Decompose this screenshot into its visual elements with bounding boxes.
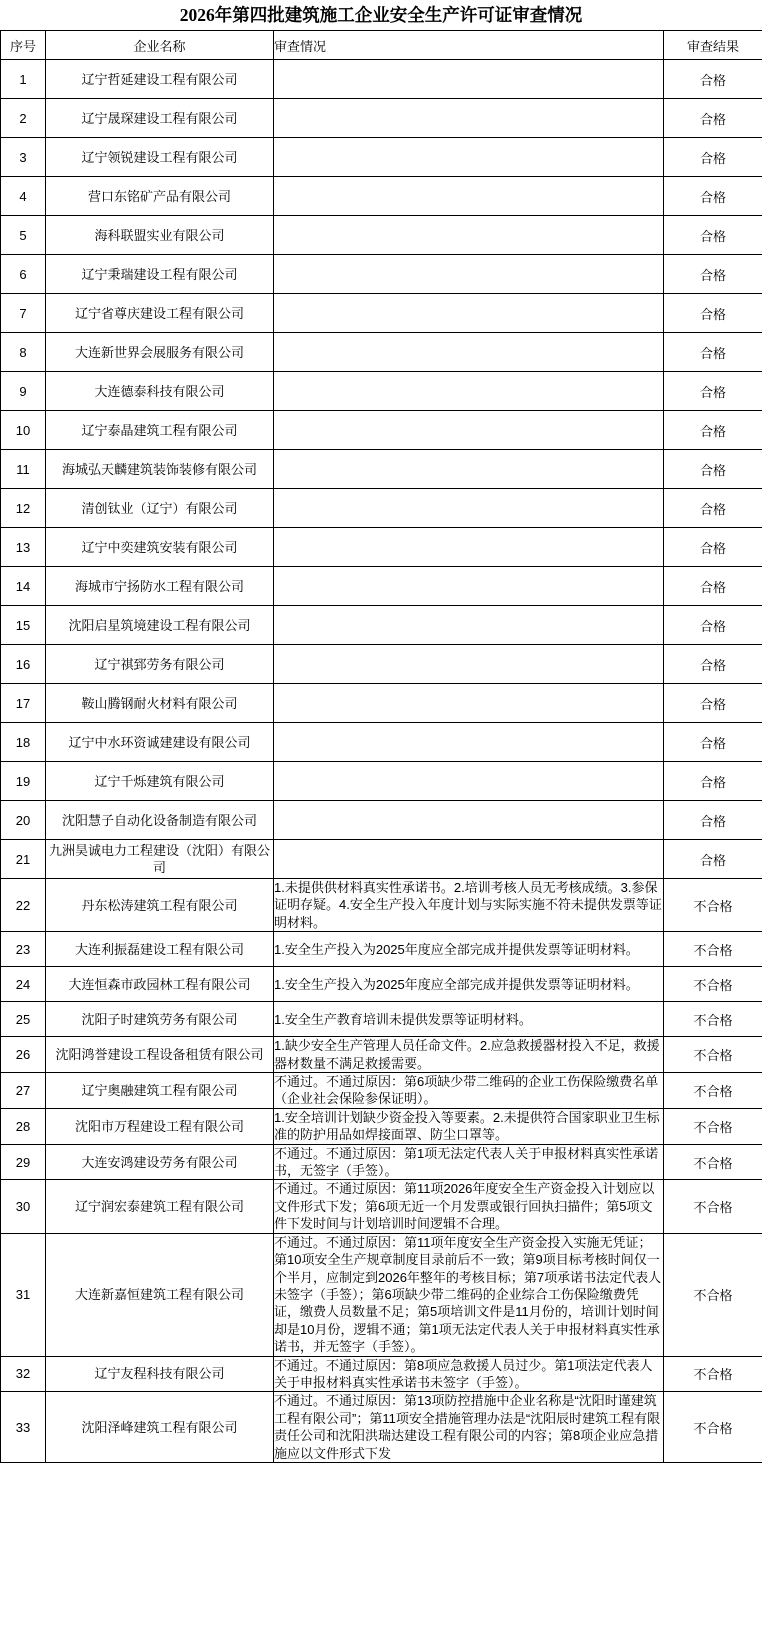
cell-no: 29 [1,1144,46,1180]
cell-review-result: 不合格 [664,1233,762,1356]
cell-review-condition [274,801,664,840]
cell-no: 10 [1,411,46,450]
cell-review-result: 合格 [664,723,762,762]
cell-no: 27 [1,1073,46,1109]
cell-review-condition [274,606,664,645]
table-row [1,255,762,294]
table-row [1,489,762,528]
cell-company-name: 辽宁奥融建筑工程有限公司 [46,1073,274,1109]
table-row [1,99,762,138]
cell-review-result: 不合格 [664,1037,762,1073]
cell-review-condition: 1.安全生产投入为2025年度应全部完成并提供发票等证明材料。 [274,967,664,1002]
table-row [1,567,762,606]
table-row [1,1180,762,1233]
cell-review-condition: 不通过。不通过原因：第13项防控措施中企业名称是“沈阳时谨建筑工程有限公司”；第11项安全措施管理办法是“沈阳辰时建筑工程有限责任公司和沈阳洪瑞达建设工程有限公司的内容；第8项企业应急措施应以文件形式下发 [274,1392,664,1463]
cell-review-result: 合格 [664,606,762,645]
cell-review-condition: 不通过。不通过原因：第8项应急救援人员过少。第1项法定代表人关于申报材料真实性承诺书未签字（手签）。 [274,1356,664,1392]
cell-review-result: 合格 [664,138,762,177]
cell-company-name: 沈阳子时建筑劳务有限公司 [46,1002,274,1037]
cell-review-result: 合格 [664,372,762,411]
table-row [1,840,762,879]
table-header-row [1,31,762,60]
cell-review-condition [274,411,664,450]
cell-review-result: 不合格 [664,1392,762,1463]
cell-review-result: 不合格 [664,1180,762,1233]
cell-no: 7 [1,294,46,333]
review-results-table [0,30,762,1463]
cell-review-condition [274,684,664,723]
cell-no: 2 [1,99,46,138]
cell-review-condition: 1.缺少安全生产管理人员任命文件。2.应急救援器材投入不足，救援器材数量不满足救援需要。 [274,1037,664,1073]
cell-company-name: 沈阳市万程建设工程有限公司 [46,1108,274,1144]
cell-review-condition [274,372,664,411]
cell-company-name: 海科联盟实业有限公司 [46,216,274,255]
cell-review-condition: 不通过。不通过原因：第11项2026年度安全生产资金投入计划应以文件形式下发；第6项无近一个月发票或银行回执扫描件；第5项文件下发时间与计划培训时间逻辑不合理。 [274,1180,664,1233]
cell-review-result: 不合格 [664,967,762,1002]
cell-company-name: 沈阳泽峰建筑工程有限公司 [46,1392,274,1463]
cell-review-result: 不合格 [664,1356,762,1392]
cell-review-result: 合格 [664,762,762,801]
table-row [1,1108,762,1144]
table-row [1,723,762,762]
table-row [1,1233,762,1356]
table-row [1,450,762,489]
cell-company-name: 辽宁祺郅劳务有限公司 [46,645,274,684]
cell-company-name: 大连新世界会展服务有限公司 [46,333,274,372]
table-row [1,411,762,450]
cell-review-condition [274,489,664,528]
cell-no: 17 [1,684,46,723]
cell-review-condition [274,567,664,606]
cell-review-result: 不合格 [664,932,762,967]
cell-company-name: 辽宁秉瑞建设工程有限公司 [46,255,274,294]
cell-review-result: 合格 [664,216,762,255]
cell-no: 33 [1,1392,46,1463]
cell-company-name: 沈阳启星筑境建设工程有限公司 [46,606,274,645]
cell-no: 21 [1,840,46,879]
cell-company-name: 辽宁省尊庆建设工程有限公司 [46,294,274,333]
cell-company-name: 辽宁哲延建设工程有限公司 [46,60,274,99]
table-row [1,1392,762,1463]
cell-review-result: 合格 [664,99,762,138]
cell-review-condition [274,840,664,879]
cell-review-result: 合格 [664,645,762,684]
cell-review-condition [274,333,664,372]
cell-review-result: 合格 [664,489,762,528]
cell-review-result: 不合格 [664,1002,762,1037]
cell-review-result: 合格 [664,528,762,567]
cell-review-condition [274,60,664,99]
cell-no: 12 [1,489,46,528]
cell-review-condition [274,723,664,762]
cell-no: 26 [1,1037,46,1073]
cell-no: 11 [1,450,46,489]
cell-review-result: 合格 [664,333,762,372]
cell-review-result: 合格 [664,801,762,840]
cell-no: 16 [1,645,46,684]
cell-no: 15 [1,606,46,645]
cell-no: 9 [1,372,46,411]
cell-review-condition [274,645,664,684]
cell-company-name: 辽宁泰晶建筑工程有限公司 [46,411,274,450]
cell-no: 4 [1,177,46,216]
cell-company-name: 清创钛业（辽宁）有限公司 [46,489,274,528]
column-header-name: 企业名称 [46,31,274,60]
cell-no: 8 [1,333,46,372]
table-row [1,684,762,723]
cell-review-result: 合格 [664,255,762,294]
cell-review-condition [274,216,664,255]
cell-no: 18 [1,723,46,762]
table-row [1,645,762,684]
cell-company-name: 大连新嘉恒建筑工程有限公司 [46,1233,274,1356]
table-row [1,177,762,216]
cell-review-result: 不合格 [664,879,762,932]
cell-review-result: 不合格 [664,1108,762,1144]
cell-review-result: 合格 [664,684,762,723]
table-row [1,967,762,1002]
cell-company-name: 大连利振磊建设工程有限公司 [46,932,274,967]
cell-review-condition [274,138,664,177]
column-header-condition: 审查情况 [274,31,664,60]
cell-company-name: 辽宁领锐建设工程有限公司 [46,138,274,177]
cell-review-condition: 1.安全培训计划缺少资金投入等要素。2.未提供符合国家职业卫生标准的防护用品如焊接面罩、防尘口罩等。 [274,1108,664,1144]
cell-company-name: 海城市宁扬防水工程有限公司 [46,567,274,606]
table-row [1,932,762,967]
cell-review-condition [274,99,664,138]
page-title: 2026年第四批建筑施工企业安全生产许可证审查情况 [179,5,583,25]
cell-no: 13 [1,528,46,567]
table-row [1,60,762,99]
cell-no: 30 [1,1180,46,1233]
cell-review-condition: 不通过。不通过原因：第11项年度安全生产资金投入实施无凭证；第10项安全生产规章制度目录前后不一致；第9项目标考核时间仅一个半月，应制定到2026年整年的考核目标；第7项承诺书法定代表人未签字（手签）；第6项缺少带二维码的企业综合工伤保险缴费凭证，缴费人员数量不足；第5项培训文件是11月份的，培训计划时间却是10月份，逻辑不通；第1项无法定代表人关于申报材料真实性承诺书，并无签字（手签）。 [274,1233,664,1356]
cell-no: 22 [1,879,46,932]
cell-no: 19 [1,762,46,801]
cell-company-name: 大连恒森市政园林工程有限公司 [46,967,274,1002]
cell-company-name: 大连安鸿建设劳务有限公司 [46,1144,274,1180]
cell-review-condition [274,762,664,801]
table-row [1,879,762,932]
table-row [1,528,762,567]
cell-company-name: 辽宁千烁建筑有限公司 [46,762,274,801]
cell-review-result: 合格 [664,294,762,333]
cell-company-name: 沈阳慧子自动化设备制造有限公司 [46,801,274,840]
cell-company-name: 海城弘天麟建筑装饰装修有限公司 [46,450,274,489]
cell-company-name: 九洲昊诚电力工程建设（沈阳）有限公司 [46,840,274,879]
cell-review-condition: 1.安全生产教育培训未提供发票等证明材料。 [274,1002,664,1037]
cell-no: 31 [1,1233,46,1356]
table-row [1,1356,762,1392]
cell-review-result: 不合格 [664,1073,762,1109]
cell-company-name: 丹东松涛建筑工程有限公司 [46,879,274,932]
cell-review-condition [274,450,664,489]
cell-company-name: 沈阳鸿誉建设工程设备租赁有限公司 [46,1037,274,1073]
cell-no: 23 [1,932,46,967]
table-header [1,31,762,60]
cell-no: 3 [1,138,46,177]
cell-company-name: 辽宁友程科技有限公司 [46,1356,274,1392]
cell-no: 1 [1,60,46,99]
cell-review-result: 合格 [664,60,762,99]
cell-review-result: 合格 [664,177,762,216]
cell-review-result: 合格 [664,411,762,450]
cell-no: 25 [1,1002,46,1037]
cell-company-name: 辽宁润宏泰建筑工程有限公司 [46,1180,274,1233]
table-row [1,294,762,333]
cell-review-condition: 1.安全生产投入为2025年度应全部完成并提供发票等证明材料。 [274,932,664,967]
table-row [1,216,762,255]
table-row [1,1073,762,1109]
cell-company-name: 大连德泰科技有限公司 [46,372,274,411]
cell-review-condition: 不通过。不通过原因：第6项缺少带二维码的企业工伤保险缴费名单（企业社会保险参保证明）。 [274,1073,664,1109]
cell-review-result: 不合格 [664,1144,762,1180]
cell-review-condition [274,255,664,294]
table-row [1,1002,762,1037]
table-row [1,1037,762,1073]
cell-review-condition: 1.未提供供材料真实性承诺书。2.培训考核人员无考核成绩。3.参保证明存疑。4.安全生产投入年度计划与实际实施不符未提供发票等证明材料。 [274,880,662,930]
table-row [1,138,762,177]
cell-review-result: 合格 [664,840,762,879]
cell-review-result: 合格 [664,567,762,606]
table-row [1,762,762,801]
cell-review-condition: 不通过。不通过原因：第1项无法定代表人关于申报材料真实性承诺书，无签字（手签）。 [274,1144,664,1180]
table-body [1,60,762,1463]
cell-company-name: 辽宁晟琛建设工程有限公司 [46,99,274,138]
cell-no: 6 [1,255,46,294]
cell-company-name: 辽宁中水环资诚建建设有限公司 [46,723,274,762]
cell-no: 5 [1,216,46,255]
column-header-result: 审查结果 [664,31,762,60]
cell-review-condition [274,528,664,567]
cell-no: 24 [1,967,46,1002]
table-row [1,606,762,645]
cell-no: 32 [1,1356,46,1392]
cell-company-name: 营口东铭矿产品有限公司 [46,177,274,216]
cell-no: 14 [1,567,46,606]
table-row [1,333,762,372]
column-header-no: 序号 [1,31,46,60]
table-row [1,1144,762,1180]
cell-no: 20 [1,801,46,840]
cell-company-name: 辽宁中奕建筑安装有限公司 [46,528,274,567]
cell-review-condition [274,177,664,216]
table-row [1,372,762,411]
cell-review-result: 合格 [664,450,762,489]
cell-review-condition [274,294,664,333]
cell-no: 28 [1,1108,46,1144]
table-row [1,801,762,840]
cell-company-name: 鞍山腾钢耐火材料有限公司 [46,684,274,723]
